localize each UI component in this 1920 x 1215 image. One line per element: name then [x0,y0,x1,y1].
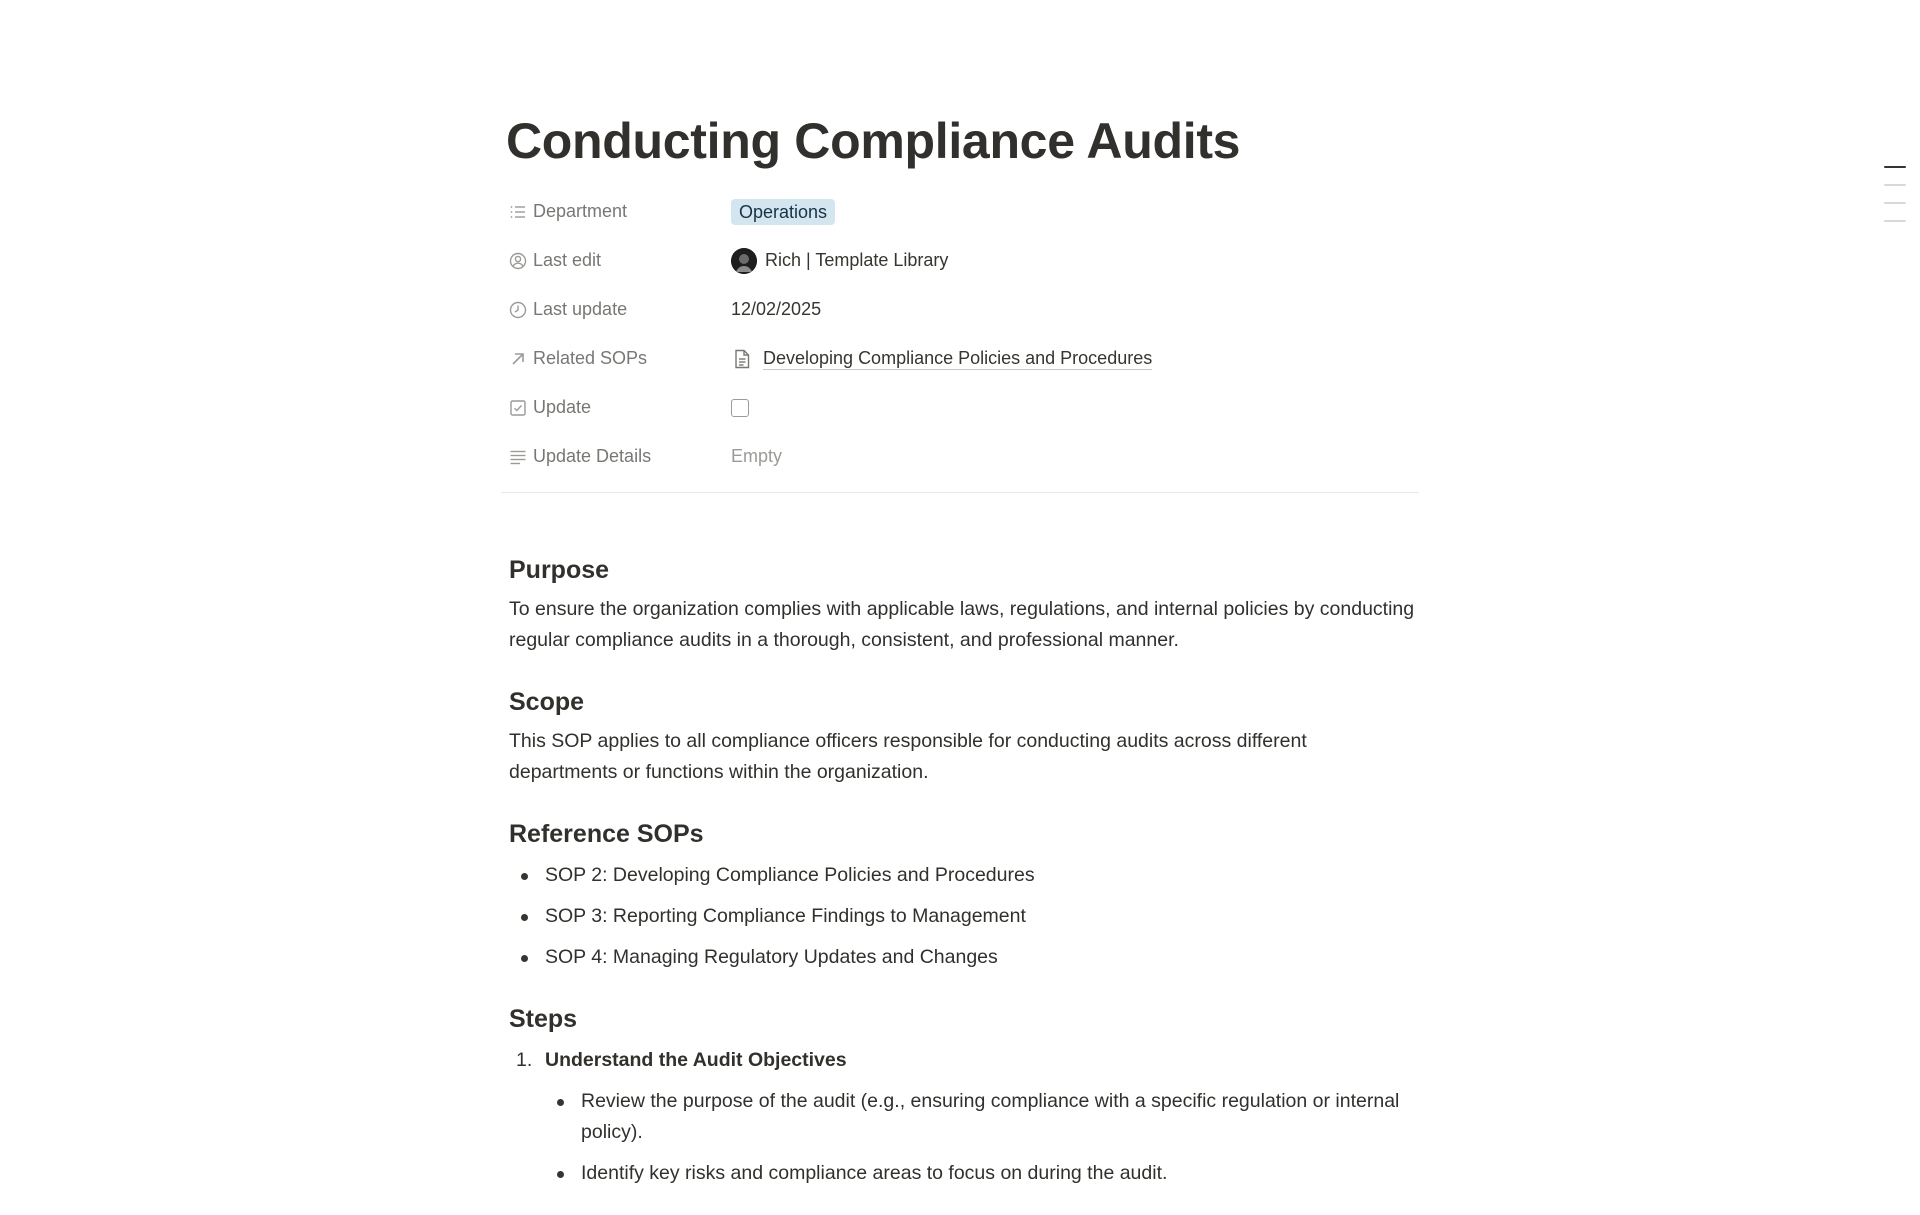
property-label[interactable] [506,397,724,418]
person-circle-icon [508,251,528,271]
department-value[interactable] [724,199,1420,225]
checkbox-icon [508,398,528,418]
document-icon [731,348,753,370]
property-label[interactable] [506,299,724,320]
step-bullets [545,1086,1419,1189]
list-item[interactable]: SOP 2: Developing Compliance Policies and Procedures [509,860,1419,891]
list-item[interactable]: Review the purpose of the audit (e.g., ensuring compliance with a specific regulation or internal policy). [545,1086,1419,1148]
property-last-update[interactable] [506,285,1420,334]
heading-purpose[interactable]: Purpose [509,556,610,584]
heading-scope[interactable]: Scope [509,688,585,716]
step-title[interactable]: Understand the Audit Objectives [545,1049,847,1071]
property-label[interactable] [506,201,724,222]
reference-list [509,860,1419,973]
department-tag[interactable]: Operations [731,199,835,225]
last-edit-value[interactable] [724,248,1420,274]
page-title[interactable]: Conducting Compliance Audits [506,113,1241,169]
clock-icon [508,300,528,320]
related-page-link[interactable] [731,347,1152,370]
property-update-details[interactable] [506,432,1420,481]
update-details-label: Update Details [533,446,652,466]
divider [501,492,1419,493]
text-lines-icon [508,447,528,467]
update-checkbox[interactable] [731,399,749,417]
toc-entry[interactable] [1884,220,1906,222]
step-item[interactable] [509,1045,1419,1189]
property-update[interactable] [506,383,1420,432]
heading-steps[interactable]: Steps [509,1005,578,1033]
table-of-contents-minimap[interactable] [1884,166,1906,238]
property-label[interactable] [506,446,724,467]
update-label: Update [533,397,592,417]
related-sops-label: Related SOPs [533,348,648,368]
update-details-value[interactable]: Empty [731,446,783,466]
step-number: 1. [516,1049,533,1071]
related-page-title[interactable]: Developing Compliance Policies and Procedures [763,348,1153,368]
property-department[interactable] [506,187,1420,236]
list-icon [508,202,528,222]
toc-entry[interactable] [1884,202,1906,204]
property-related-sops[interactable] [506,334,1420,383]
toc-entry[interactable] [1884,166,1906,168]
list-item[interactable]: SOP 4: Managing Regulatory Updates and Changes [509,942,1419,973]
property-last-edit[interactable] [506,236,1420,285]
last-edit-user[interactable]: Rich | Template Library [765,250,949,270]
list-item[interactable]: Identify key risks and compliance areas to focus on during the audit. [545,1158,1419,1189]
property-label[interactable] [506,348,724,369]
last-edit-label: Last edit [533,250,602,270]
last-update-label: Last update [533,299,628,319]
arrow-up-right-icon [508,349,528,369]
last-update-value[interactable]: 12/02/2025 [731,299,822,319]
toc-entry[interactable] [1884,184,1906,186]
properties-panel [506,187,1420,481]
property-label[interactable] [506,250,724,271]
related-sops-value[interactable] [724,347,1420,370]
section-steps [509,999,1419,1189]
avatar [731,248,757,274]
section-purpose [509,550,1419,656]
steps-list [509,1045,1419,1189]
section-reference-sops [509,814,1419,973]
list-item[interactable]: SOP 3: Reporting Compliance Findings to Management [509,901,1419,932]
heading-reference-sops[interactable]: Reference SOPs [509,820,704,848]
page-content [509,550,1419,1215]
scope-text[interactable]: This SOP applies to all compliance officers responsible for conducting audits across different departments or functions within the organization. [509,730,1307,783]
section-scope [509,682,1419,788]
update-value[interactable] [724,399,1420,417]
department-label: Department [533,201,628,221]
purpose-text[interactable]: To ensure the organization complies with applicable laws, regulations, and internal policies by conducting regular compliance audits in a thorough, consistent, and professional manner. [509,598,1415,651]
